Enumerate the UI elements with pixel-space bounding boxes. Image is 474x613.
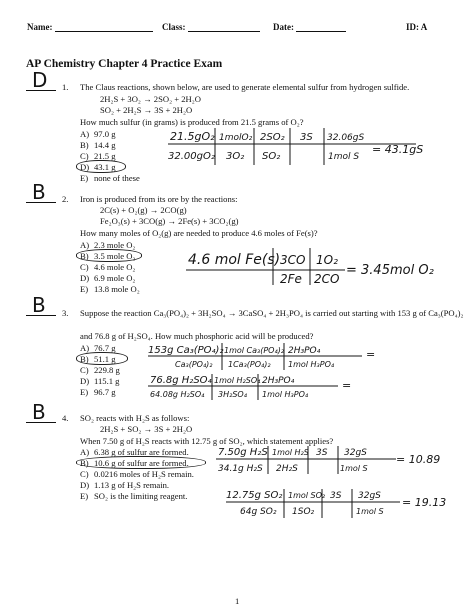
work-q3-r2-top-0: 76.8g H₂SO₄ (150, 375, 212, 386)
work-q2-bottom-0: 2Fe (280, 272, 302, 286)
question-stem-q3: Suppose the reaction Ca₃(PO₄)₂ + 3H₂SO₄ → 3CaSO₄ + 2H₃PO₄ is carried out starting with 153 g of Ca₃(PO₄)₂ (80, 308, 464, 318)
work-q3-r1-bottom-1: 1Ca₃(PO₄)₂ (228, 360, 271, 369)
work-q3-r1-top-0: 153g Ca₃(PO₄)₂ (148, 345, 224, 356)
question-prompt-q1: How much sulfur (in grams) is produced from 21.5 grams of O₂? (80, 117, 304, 127)
work-q4-r2-result: = 19.13 (402, 496, 447, 509)
option-q1-b[interactable]: B) 14.4 g (80, 140, 116, 150)
work-q3-r1-bottom-0: Ca₃(PO₄)₂ (175, 360, 213, 369)
option-q2-b[interactable]: B) 3.5 mole O₂ (80, 251, 136, 261)
question-stem-q1: The Claus reactions, shown below, are used to generate elemental sulfur from hydrogen sulfide. (80, 82, 410, 92)
work-q3-r1-bottom-2: 1mol H₃PO₄ (288, 360, 335, 369)
option-q3-c[interactable]: C) 229.8 g (80, 365, 120, 375)
work-q3-r1-equals: = (366, 348, 376, 361)
option-q1-e[interactable]: E) none of these (80, 173, 140, 183)
equation-q2-2: Fe₂O₃(s) + 3CO(g) → 2Fe(s) + 3CO₂(g) (100, 216, 239, 226)
work-q2-bottom-1: 2CO (314, 272, 340, 286)
answer-mark-q1: D (32, 68, 48, 92)
option-q1-a[interactable]: A) 97.0 g (80, 129, 116, 139)
work-q2-top-2: 1O₂ (316, 253, 338, 267)
work-q4-r2-bottom-1: 1SO₂ (292, 507, 315, 517)
option-q3-b[interactable]: B) 51.1 g (80, 354, 116, 364)
work-q1-bottom-2: SO₂ (262, 151, 281, 162)
work-q1-top-0: 21.5gO₂ (170, 130, 215, 143)
work-q2-top-1: 3CO (280, 253, 306, 267)
equation-q1-1: 2H₂S + 3O₂ → 2SO₂ + 2H₂O (100, 94, 201, 104)
work-q3-r2-bottom-0: 64.08g H₂SO₄ (150, 390, 205, 399)
question-stem-q4: SO₂ reacts with H₂S as follows: (80, 413, 190, 423)
option-q3-e[interactable]: E) 96.7 g (80, 387, 116, 397)
option-q1-c[interactable]: C) 21.5 g (80, 151, 116, 161)
question-number-q2: 2. (62, 194, 69, 204)
work-q4-r1-top-0: 7.50g H₂S (218, 447, 268, 458)
work-q4-r2-bottom-0: 64g SO₂ (240, 507, 277, 517)
work-q4-r2-top-1: 1mol SO₂ (288, 491, 326, 500)
option-q1-d[interactable]: D) 43.1 g (80, 162, 116, 172)
question-number-q4: 4. (62, 413, 69, 423)
work-q3-r2-bottom-1: 3H₂SO₄ (218, 390, 247, 399)
question-stem-q2: Iron is produced from its ore by the reactions: (80, 194, 238, 204)
work-q4-r1-top-3: 32gS (344, 448, 367, 458)
page-number: 1 (235, 596, 240, 606)
work-q1-top-4: 32.06gS (327, 133, 365, 143)
work-q3-r2-top-2: 2H₃PO₄ (262, 376, 295, 386)
option-q2-e[interactable]: E) 13.8 mole O₂ (80, 284, 140, 294)
option-q2-a[interactable]: A) 2.3 mole O₂ (80, 240, 136, 250)
work-q4-r1-bottom-2: 1mol S (340, 464, 368, 473)
date-label: Date: (273, 22, 294, 32)
work-q4-r1-bottom-0: 34.1g H₂S (218, 464, 263, 474)
option-q4-a[interactable]: A) 6.38 g of sulfur are formed. (80, 447, 189, 457)
work-q4-r1-top-2: 3S (316, 448, 328, 458)
option-q3-d[interactable]: D) 115.1 g (80, 376, 120, 386)
work-q3-r2-equals: = (342, 379, 352, 392)
question-number-q3: 3. (62, 308, 69, 318)
work-q4-r1-bottom-1: 2H₂S (276, 464, 298, 474)
work-q1-bottom-1: 3O₂ (226, 151, 245, 162)
work-q4-r2-top-2: 3S (330, 491, 342, 501)
work-q4-r2-top-0: 12.75g SO₂ (226, 490, 283, 501)
option-q2-c[interactable]: C) 4.6 mole O₂ (80, 262, 136, 272)
work-q4-r1-result: = 10.89 (396, 453, 441, 466)
class-label: Class: (162, 22, 186, 32)
question-prompt-q4: When 7.50 g of H₂S reacts with 12.75 g of SO₂, which statement applies? (80, 436, 334, 446)
equation-q1-2: SO₂ + 2H₂S → 3S + 2H₂O (100, 105, 193, 115)
work-q1-top-1: 1molO₂ (219, 133, 253, 143)
work-q3-r2-bottom-2: 1mol H₃PO₄ (262, 390, 309, 399)
work-q3-r2-top-1: 1mol H₂SO₄ (214, 376, 261, 385)
answer-mark-q2: B (32, 180, 46, 204)
work-q1-bottom-3: 1mol S (328, 152, 360, 162)
option-q2-d[interactable]: D) 6.9 mole O₂ (80, 273, 136, 283)
work-q3-r1-top-2: 2H₃PO₄ (288, 346, 321, 356)
work-q4-r2-top-3: 32gS (358, 491, 381, 501)
work-q2-top-0: 4.6 mol Fe(s) (188, 252, 281, 268)
question-prompt-q3: and 76.8 g of H₂SO₄. How much phosphoric acid will be produced? (80, 331, 314, 341)
option-q4-e[interactable]: E) SO₂ is the limiting reagent. (80, 491, 188, 501)
equation-q4-1: 2H₂S + SO₂ → 3S + 2H₂O (100, 424, 193, 434)
option-q4-d[interactable]: D) 1.13 g of H₂S remain. (80, 480, 170, 490)
answer-mark-q4: B (32, 400, 46, 424)
work-q4-r2-bottom-2: 1mol S (356, 507, 384, 516)
work-q2-result: = 3.45mol O₂ (346, 263, 434, 278)
work-q3-r1-top-1: 1mol Ca₃(PO₄)₂ (224, 346, 285, 355)
answer-mark-q3: B (32, 293, 46, 317)
work-q1-bottom-0: 32.00gO₂ (168, 151, 215, 162)
page-title: AP Chemistry Chapter 4 Practice Exam (26, 58, 223, 70)
work-q1-top-2: 2SO₂ (260, 132, 285, 143)
question-number-q1: 1. (62, 82, 69, 92)
option-q4-b[interactable]: B) 10.6 g of sulfur are formed. (80, 458, 189, 468)
work-q1-result: = 43.1gS (372, 143, 424, 156)
option-q4-c[interactable]: C) 0.0216 moles of H₂S remain. (80, 469, 194, 479)
option-q3-a[interactable]: A) 76.7 g (80, 343, 116, 353)
question-prompt-q2: How many moles of O₂(g) are needed to produce 4.6 moles of Fe(s)? (80, 228, 318, 238)
name-label: Name: (27, 22, 53, 32)
work-q4-r1-top-1: 1mol H₂S (272, 448, 309, 457)
work-q1-top-3: 3S (300, 132, 313, 143)
equation-q2-1: 2C(s) + O₂(g) → 2CO(g) (100, 205, 187, 215)
id-label: ID: A (406, 22, 428, 32)
